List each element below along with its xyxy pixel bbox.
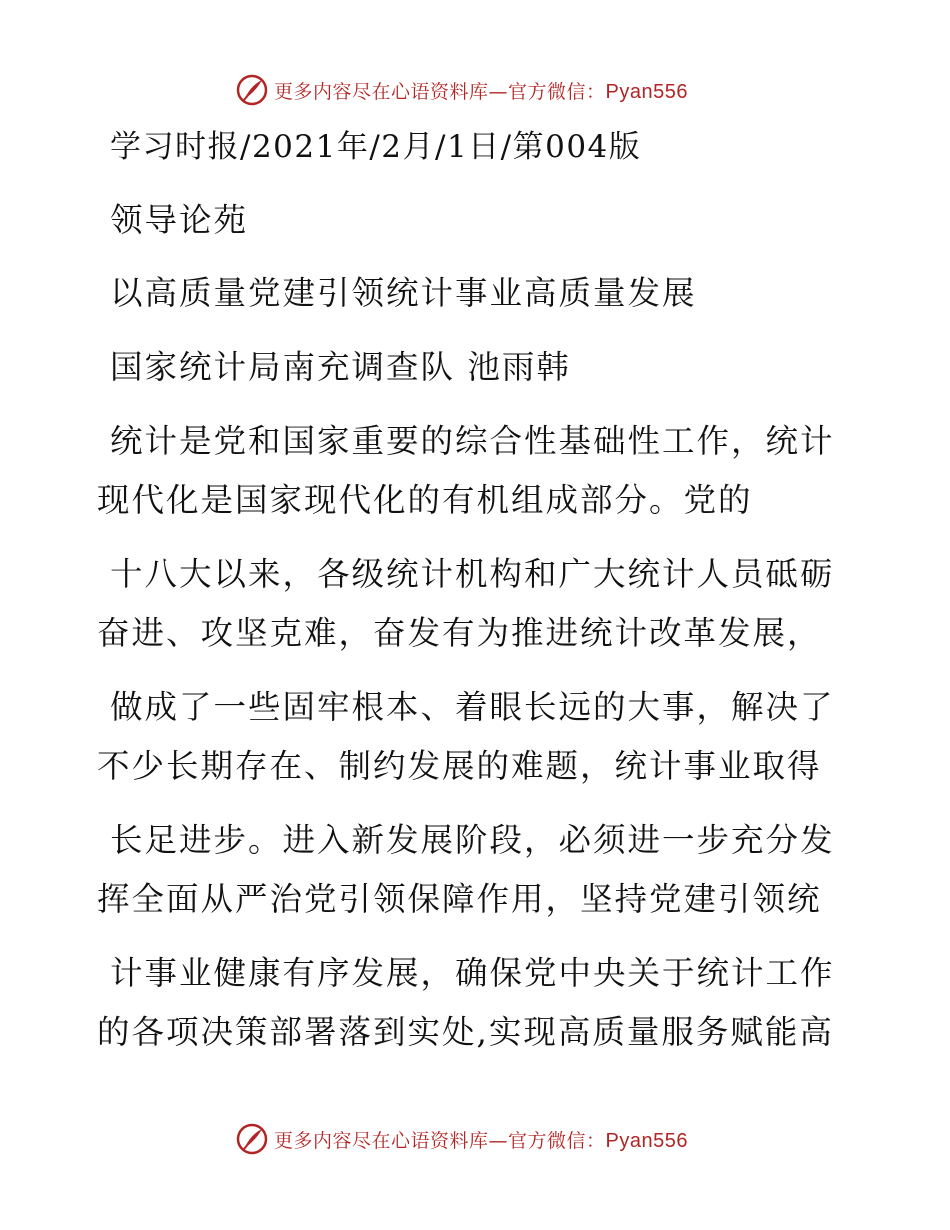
body-line: 奋进、攻坚克难，奋发有为推进统计改革发展，: [97, 614, 822, 652]
article-author: 国家统计局南充调查队 池雨韩: [110, 348, 571, 386]
article-title: 以高质量党建引领统计事业高质量发展: [110, 274, 697, 312]
body-line: 的各项决策部署落到实处,实现高质量服务赋能高: [97, 1013, 834, 1051]
feather-pen-logo-icon: [236, 1123, 268, 1155]
body-line: 挥全面从严治党引领保障作用，坚持党建引领统: [97, 880, 822, 918]
body-line: 做成了一些固牢根本、着眼长远的大事，解决了: [110, 688, 835, 726]
header-watermark: [236, 72, 688, 108]
body-line: 计事业健康有序发展，确保党中央关于统计工作: [110, 954, 835, 992]
watermark-wechat-id: Pyan556: [605, 1129, 688, 1152]
body-line: 统计是党和国家重要的综合性基础性工作，统计: [110, 422, 835, 460]
watermark-wechat-id: Pyan556: [605, 80, 688, 103]
body-line: 不少长期存在、制约发展的难题，统计事业取得: [97, 747, 822, 785]
body-line: 长足进步。进入新发展阶段，必须进一步充分发: [110, 821, 835, 859]
watermark-text: 更多内容尽在心语资料库—官方微信：: [274, 1129, 606, 1152]
body-line: 十八大以来，各级统计机构和广大统计人员砥砺: [110, 555, 835, 593]
feather-pen-logo-icon: [236, 74, 268, 106]
publication-meta: 学习时报/2021年/2月/1日/第004版: [110, 129, 642, 165]
footer-watermark: [236, 1121, 688, 1157]
column-name: 领导论苑: [110, 201, 249, 239]
watermark-text: 更多内容尽在心语资料库—官方微信：: [274, 80, 606, 103]
body-line: 现代化是国家现代化的有机组成部分。党的: [97, 481, 753, 519]
